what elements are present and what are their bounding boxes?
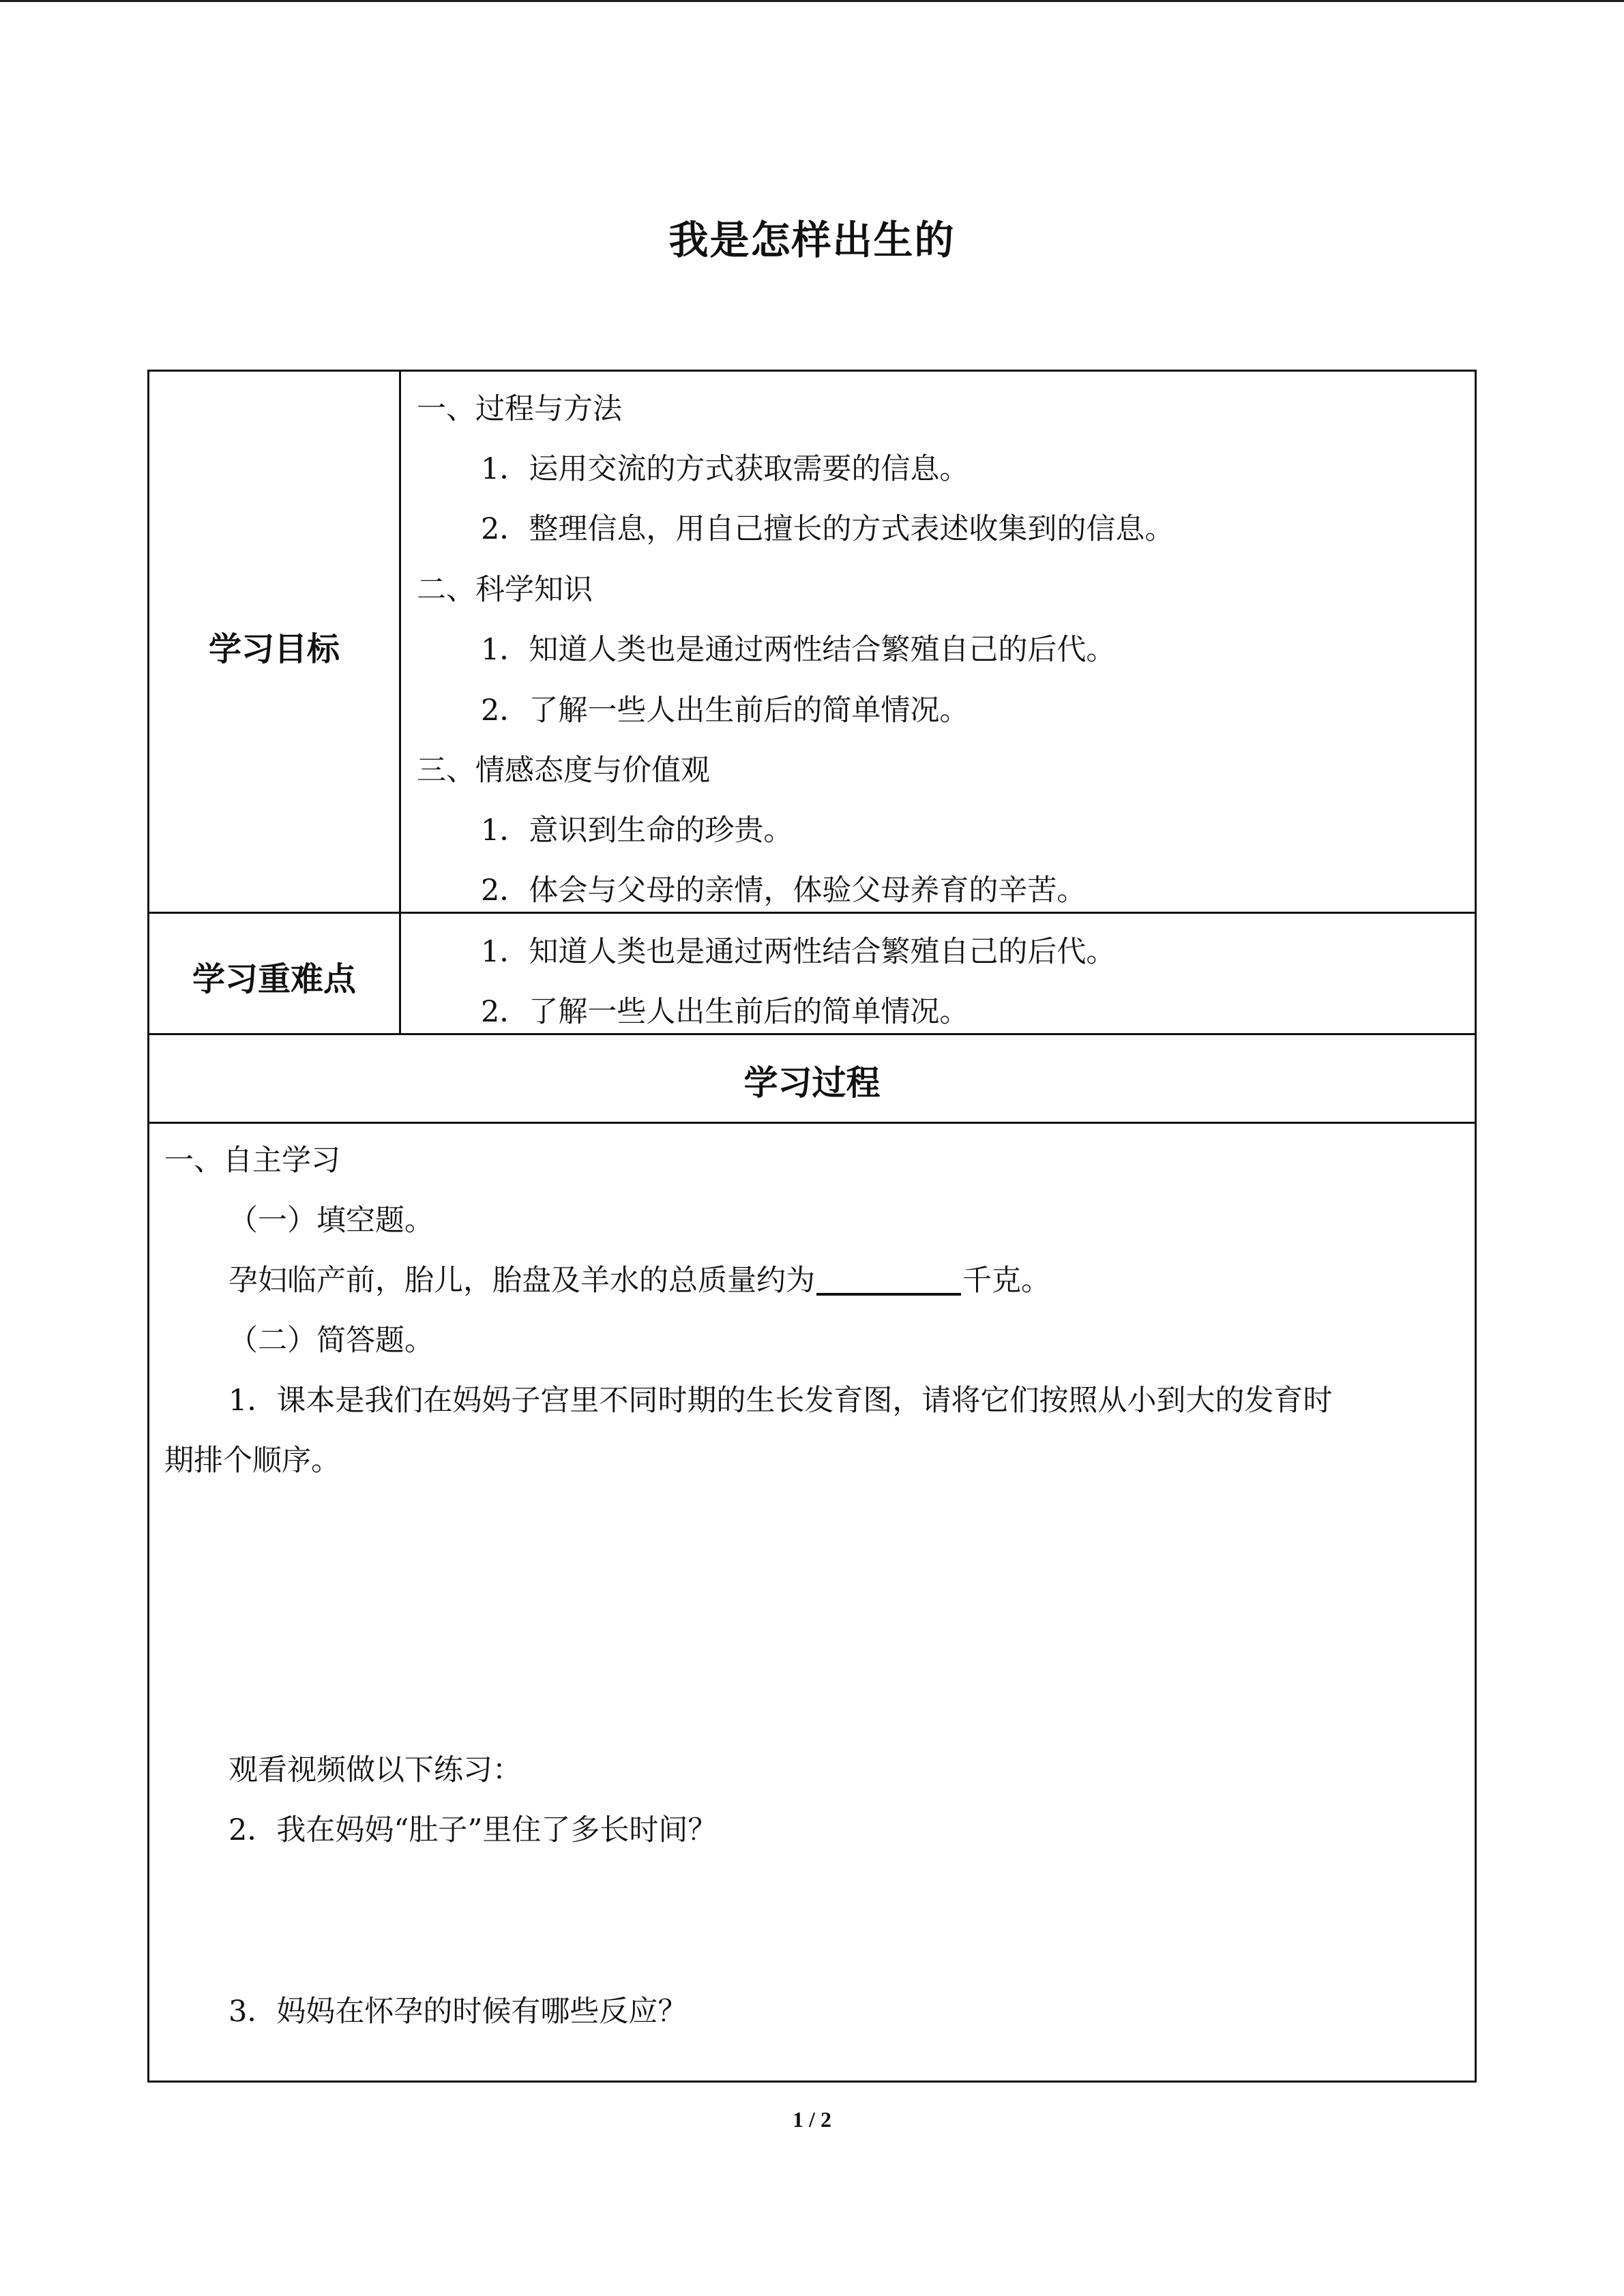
fill-in-blank[interactable] bbox=[816, 1267, 961, 1296]
document-title: 我是怎样出生的 bbox=[668, 217, 956, 263]
objectives-item-3-1: 1．意识到生命的珍贵。 bbox=[481, 814, 793, 848]
question-2: 2．我在妈妈“肚子”里住了多长时间？ bbox=[228, 1813, 718, 1847]
objectives-item-1-1: 1．运用交流的方式获取需要的信息。 bbox=[481, 452, 969, 486]
video-intro: 观看视频做以下练习： bbox=[228, 1753, 522, 1787]
short-answer-heading: （二）简答题。 bbox=[228, 1324, 434, 1358]
fill-in-text-after: 千克。 bbox=[962, 1264, 1050, 1298]
objectives-item-2-2: 2．了解一些人出生前后的简单情况。 bbox=[481, 694, 969, 728]
label-column-divider bbox=[399, 372, 401, 1034]
fill-in-heading: （一）填空题。 bbox=[228, 1204, 434, 1238]
objectives-heading-3: 三、情感态度与价值观 bbox=[417, 754, 710, 788]
question-1-line-2: 期排个顺序。 bbox=[164, 1444, 340, 1478]
process-title: 学习过程 bbox=[743, 1063, 881, 1103]
objectives-label: 学习目标 bbox=[208, 630, 340, 668]
question-3: 3．妈妈在怀孕的时候有哪些反应？ bbox=[228, 1995, 688, 2029]
question-1-line-1: 1．课本是我们在妈妈子宫里不同时期的生长发育图，请将它们按照从小到大的发育时 bbox=[228, 1384, 1333, 1418]
objectives-item-3-2: 2．体会与父母的亲情，体验父母养育的辛苦。 bbox=[481, 874, 1087, 908]
fill-in-question bbox=[228, 1266, 1050, 1296]
key-points-label: 学习重难点 bbox=[192, 960, 356, 998]
objectives-heading-1: 一、过程与方法 bbox=[417, 392, 622, 426]
worksheet-table bbox=[147, 370, 1477, 2083]
key-point-1: 1．知道人类也是通过两性结合繁殖自己的后代。 bbox=[481, 935, 1116, 969]
top-border bbox=[0, 0, 1624, 2]
key-point-2: 2．了解一些人出生前后的简单情况。 bbox=[481, 995, 969, 1029]
row-divider-process-title bbox=[149, 1122, 1475, 1124]
self-study-heading: 一、自主学习 bbox=[164, 1144, 340, 1178]
objectives-heading-2: 二、科学知识 bbox=[417, 573, 593, 607]
fill-in-text-before: 孕妇临产前，胎儿，胎盘及羊水的总质量约为 bbox=[228, 1264, 815, 1298]
row-divider-objectives bbox=[149, 912, 1475, 914]
objectives-item-2-1: 1．知道人类也是通过两性结合繁殖自己的后代。 bbox=[481, 633, 1116, 667]
row-divider-keypoints bbox=[149, 1033, 1475, 1035]
page-number: 1 / 2 bbox=[793, 2107, 831, 2132]
objectives-item-1-2: 2．整理信息，用自己擅长的方式表述收集到的信息。 bbox=[481, 512, 1175, 546]
